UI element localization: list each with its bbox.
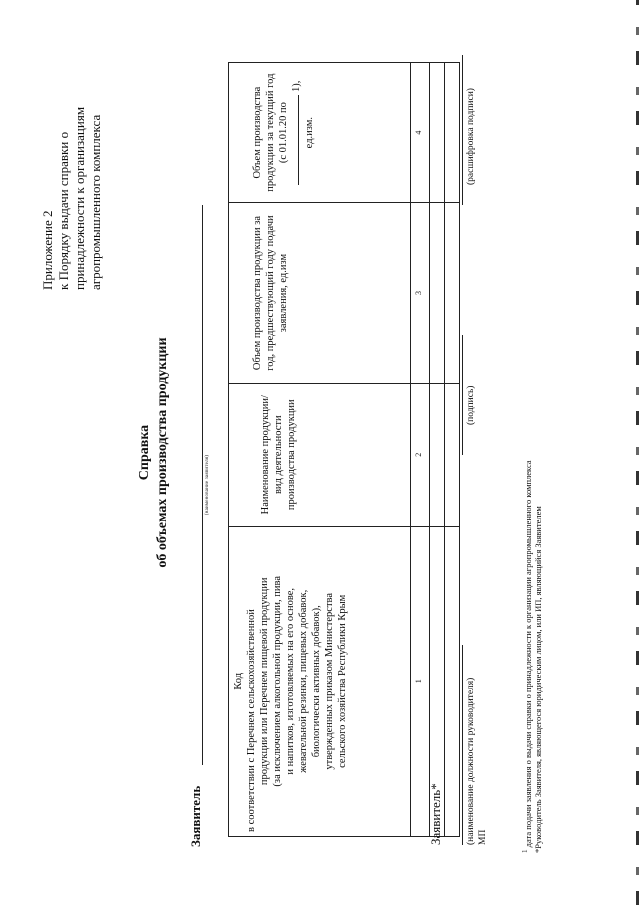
table-cell[interactable]	[430, 203, 445, 384]
table-cell[interactable]	[445, 63, 460, 203]
appendix-line-1: Приложение 2	[40, 210, 55, 290]
table-number-row	[411, 63, 430, 837]
footnote-1	[520, 460, 533, 853]
appendix-line-3: принадлежности к организациям	[72, 106, 87, 290]
code-line-1: Код	[233, 672, 244, 690]
col-number-4: 4	[411, 63, 430, 203]
applicant-caption: (наименование заявителя)	[205, 454, 210, 516]
table-row[interactable]	[430, 63, 445, 837]
code-line-7: биологически активных добавок),	[311, 605, 322, 758]
code-line-3: продукции или Перечнем пищевой продукции	[259, 577, 270, 786]
position-field[interactable]	[462, 645, 463, 845]
appendix-line-2: к Порядку выдачи справки о	[56, 131, 71, 290]
title-line-2: об объемах производства продукции	[155, 337, 170, 568]
code-line-9: сельского хозяйства Республики Крым	[337, 594, 348, 768]
col-number-2: 2	[411, 383, 430, 526]
table-cell[interactable]	[445, 526, 460, 836]
col-number-1: 1	[411, 526, 430, 836]
table-cell[interactable]	[430, 383, 445, 526]
scan-edge	[636, 0, 639, 905]
footnote-1-mark: 1	[521, 849, 529, 853]
code-line-6: жевательной резинки, пищевых добавок,	[298, 589, 309, 773]
position-caption: (наименование должности руководителя)	[466, 677, 476, 845]
header-code	[229, 526, 411, 836]
footnote-1-text: дата подачи заявления о выдачи справки о принадлежности к организации агропромышленного комплекса	[522, 460, 533, 848]
title-line-1: Справка	[137, 424, 152, 481]
period-unit: 1), ед.изм.	[291, 80, 315, 149]
decode-field[interactable]	[462, 55, 463, 205]
code-line-2: в соответствии с Перечнем сельскохозяйственной	[246, 609, 257, 832]
production-table	[228, 62, 460, 837]
document-title	[136, 0, 172, 905]
period-end-field[interactable]	[290, 95, 299, 185]
signature-applicant-label: Заявитель*	[428, 783, 443, 845]
table-cell[interactable]	[445, 383, 460, 526]
applicant-name-field[interactable]	[202, 205, 203, 765]
decode-caption: (расшифровка подписи)	[466, 88, 476, 185]
col-number-3: 3	[411, 203, 430, 384]
period-start: (с 01.01.20 по	[278, 102, 289, 164]
appendix-block	[40, 50, 104, 290]
signature-field[interactable]	[462, 335, 463, 455]
table-header-row	[229, 63, 411, 837]
appendix-line-4: агропромышленного комплекса	[88, 114, 103, 290]
current-year-label: Объем производства продукции за текущий год	[252, 73, 276, 192]
header-prev-year-volume: Объем производства продукции за год, предшествующий году подачи заявления, ед.изм	[229, 203, 411, 384]
stamp-label: МП	[478, 829, 488, 845]
table-row[interactable]	[445, 63, 460, 837]
table-cell[interactable]	[430, 63, 445, 203]
code-line-5: и напитков, изготовляемых на его основе,	[285, 587, 296, 775]
code-line-4: (за исключением алкогольной продукции, пива	[272, 576, 283, 787]
footnote-2: *Руководитель Заявителя, являющегося юридическим лицом, или ИП, являющийся Заявителем	[533, 506, 543, 853]
applicant-label: Заявитель	[188, 785, 203, 847]
period-end-row	[290, 67, 316, 198]
table-cell[interactable]	[445, 203, 460, 384]
signature-caption: (подпись)	[466, 385, 476, 425]
code-line-8: утвержденных приказом Министерства	[324, 592, 335, 770]
header-product-name: Наименование продукции/ вид деятельности производства продукции	[229, 383, 411, 526]
header-current-year-volume	[229, 63, 411, 203]
